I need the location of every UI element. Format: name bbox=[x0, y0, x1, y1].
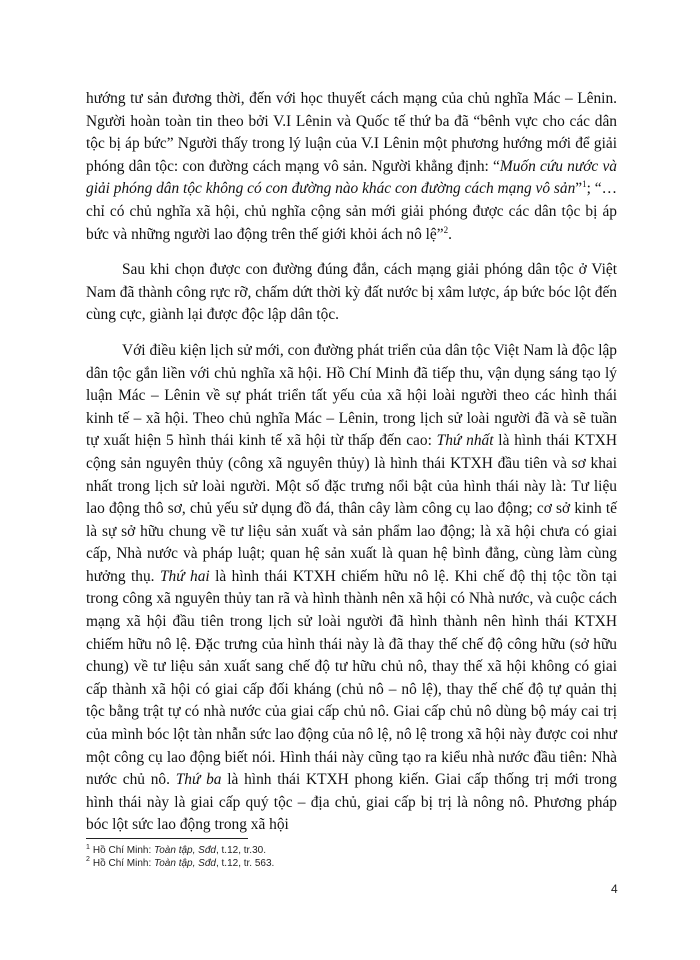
paragraph-1-text-d: . bbox=[448, 225, 452, 243]
page-number: 4 bbox=[611, 882, 618, 896]
paragraph-3-text-b: là hình thái KTXH cộng sản nguyên thủy (công xã nguyên thủy) là hình thái KTXH đầu tiên và sơ khai nhất trong lịch sử loài người. Một số đặc trưng nổi bật của hình thái này là: Tư liệu lao động thô sơ, chủ yếu sử dụng đồ đá, thân cây làm công cụ lao động; cơ sở kinh tế là sự sở hữu chung về tư liệu sản xuất và sản phẩm lao động; là xã hội chưa có giai cấp, Nhà nước và pháp luật; quan hệ sản xuất là quan hệ bình đẳng, cùng làm cùng hưởng thụ. bbox=[86, 432, 618, 585]
footnote-1-location: , t.12, tr.30. bbox=[215, 845, 266, 856]
ho-chi-minh-quote: Muốn cứu nước và giải phóng dân tộc không có con đường nào khác con đường cách mạng vô sản bbox=[86, 157, 617, 198]
term-thu-hai: Thứ hai bbox=[159, 567, 210, 585]
footnote-1-title: Toàn tập, Sđd bbox=[154, 845, 216, 856]
paragraph-2: Sau khi chọn được con đường đúng đắn, cách mạng giải phóng dân tộc ở Việt Nam đã thành công rực rỡ, chấm dứt thời kỳ đất nước bị xâm lược, áp bức bóc lột đến cùng cực, giành lại được độc lập dân tộc. bbox=[86, 261, 617, 324]
paragraph-1-text-c: ; “… chỉ có chủ nghĩa xã hội, chủ nghĩa cộng sản mới giải phóng được các dân tộc bị áp bức và những người lao động trên thế giới khỏi ách nô lệ” bbox=[86, 180, 617, 243]
paragraph-3-text-a: Với điều kiện lịch sử mới, con đường phát triển của dân tộc Việt Nam là độc lập dân tộc gắn liền với chủ nghĩa xã hội. Hồ Chí Minh đã tiếp thu, vận dụng sáng tạo lý luận Mác – Lênin về sự phát triển tất yếu của xã hội loài người theo các hình thái kinh tế – xã hội. Theo chủ nghĩa Mác – Lênin, trong lịch sử loài người đã và sẽ tuần tự xuất hiện 5 hình thái kinh tế xã hội từ thấp đến cao: bbox=[86, 341, 617, 450]
footnote-mark-1: 1 bbox=[86, 843, 90, 851]
footnote-2-author: Hồ Chí Minh: bbox=[92, 857, 155, 869]
paragraph-3-text-d: là hình thái KTXH phong kiến. Giai cấp thống trị mới trong hình thái này là giai cấp quý tộc – địa chủ, giai cấp bị trị là nông nô. Phương pháp bóc lột sức lao động trong xã hội bbox=[86, 771, 618, 834]
footnote-mark-2: 2 bbox=[86, 856, 90, 864]
body-text bbox=[86, 88, 617, 837]
footnote-2-title: Toàn tập, Sđd bbox=[154, 857, 216, 869]
footnote-separator bbox=[86, 838, 248, 839]
footnote-ref-1[interactable]: 1 bbox=[582, 179, 587, 190]
paragraph-1 bbox=[86, 88, 617, 246]
paragraph-1-text-b: ” bbox=[575, 180, 583, 198]
term-thu-nhat: Thứ nhất bbox=[436, 432, 494, 450]
paragraph-3-text-c: là hình thái KTXH chiếm hữu nô lệ. Khi chế độ thị tộc tồn tại trong công xã nguyên thủy tan rã và hình thành nên xã hội có Nhà nước, và cuộc cách mạng xã hội đầu tiên trong lịch sử loài người đã hình thành nên hình thái KTXH chiếm hữu nô lệ. Đặc trưng của hình thái này là đã thay thế chế độ công hữu (sở hữu chung) về tư liệu sản xuất sang chế độ tư hữu chủ nô, thay thế xã hội không có giai cấp thành xã hội có giai cấp đối kháng (chủ nô – nô lệ), thay thế chế độ tự quản thị tộc bằng trật tự có nhà nước của giai cấp chủ nô. Giai cấp chủ nô dùng bộ máy cai trị của mình bóc lột tàn nhẫn sức lao động của nô lệ, nô lệ trong xã hội này được coi như một công cụ lao động biết nói. Hình thái này cũng tạo ra kiểu nhà nước đầu tiên: Nhà nước chủ nô. bbox=[86, 567, 617, 789]
paragraph-3 bbox=[86, 340, 617, 837]
term-thu-ba: Thứ ba bbox=[175, 771, 222, 789]
footnote-ref-2[interactable]: 2 bbox=[443, 224, 449, 235]
footnotes bbox=[86, 845, 606, 870]
footnote-1 bbox=[86, 845, 606, 858]
footnote-2 bbox=[86, 858, 606, 871]
paragraph-1-text-a: hướng tư sản đương thời, đến với học thuyết cách mạng của chủ nghĩa Mác – Lênin. Người hoàn toàn tin theo bởi V.I Lênin và Quốc tế thứ ba đã “bênh vực cho các dân tộc bị áp bức” Người thấy trong lý luận của V.I Lênin một phương hướng mới để giải phóng dân tộc: con đường cách mạng vô sản. Người khẳng định: “ bbox=[86, 90, 617, 175]
footnote-1-author: Hồ Chí Minh: bbox=[92, 845, 155, 856]
footnote-2-location: , t.12, tr. 563. bbox=[215, 857, 275, 869]
